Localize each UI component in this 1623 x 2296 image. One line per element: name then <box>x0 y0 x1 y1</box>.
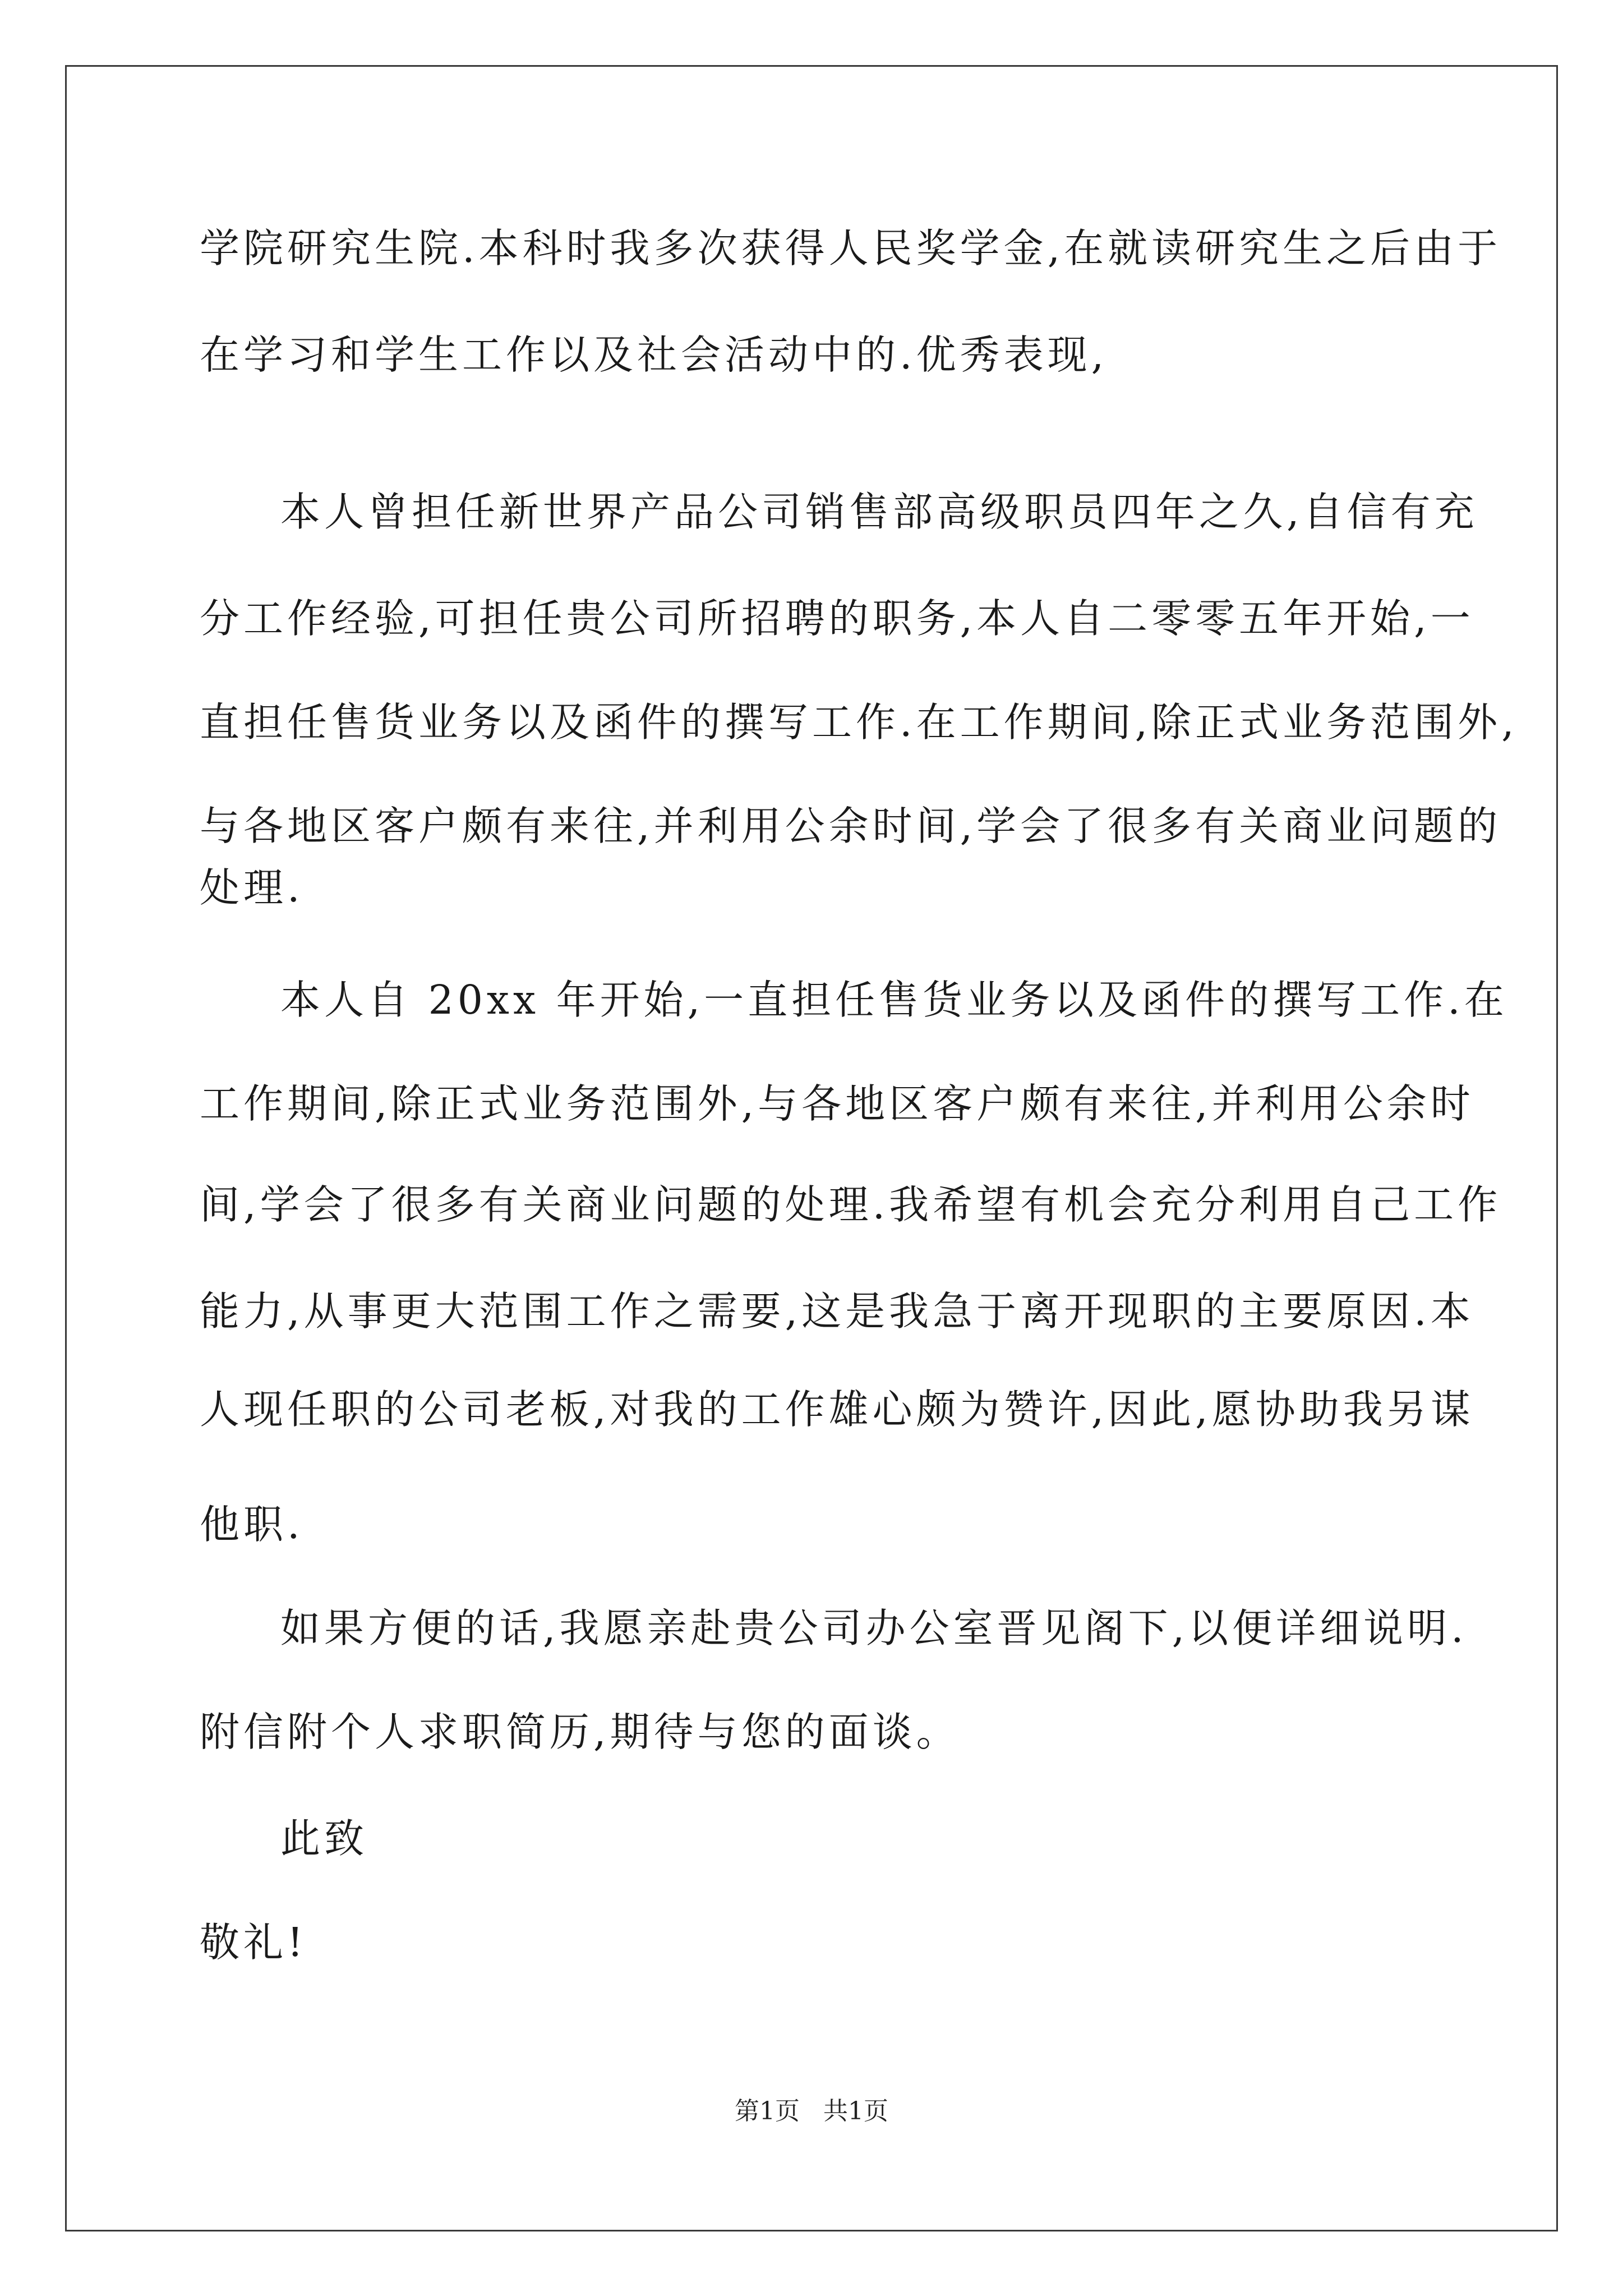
text-line-3: 本人曾担任新世界产品公司销售部高级职员四年之久,自信有充 <box>280 489 1478 535</box>
text-line-1: 学院研究生院.本科时我多次获得人民奖学金,在就读研究生之后由于 <box>200 225 1502 272</box>
text-line-2: 在学习和学生工作以及社会活动中的.优秀表现, <box>200 332 1108 378</box>
page-number-total: 共1页 <box>823 2097 888 2125</box>
closing-regards: 敬礼! <box>200 1919 307 1966</box>
text-line-8: 本人自 20xx 年开始,一直担任售货业务以及函件的撰写工作.在 <box>280 977 1508 1023</box>
text-line-12: 人现任职的公司老板,对我的工作雄心颇为赞许,因此,愿协助我另谋 <box>200 1386 1474 1433</box>
text-line-7: 处理. <box>200 864 304 911</box>
text-line-15: 附信附个人求职简历,期待与您的面谈。 <box>200 1709 960 1755</box>
text-line-4: 分工作经验,可担任贵公司所招聘的职务,本人自二零零五年开始,一 <box>200 595 1474 642</box>
text-line-6: 与各地区客户颇有来往,并利用公余时间,学会了很多有关商业问题的 <box>200 803 1502 849</box>
text-line-13: 他职. <box>200 1501 304 1548</box>
text-line-9: 工作期间,除正式业务范围外,与各地区客户颇有来往,并利用公余时 <box>200 1080 1474 1127</box>
page-number-current: 第1页 <box>735 2097 800 2125</box>
text-line-10: 间,学会了很多有关商业问题的处理.我希望有机会充分利用自己工作 <box>200 1181 1502 1228</box>
closing-salutation: 此致 <box>280 1815 368 1862</box>
text-line-14: 如果方便的话,我愿亲赴贵公司办公室晋见阁下,以便详细说明. <box>280 1605 1468 1651</box>
page-footer <box>0 2095 1623 2128</box>
text-line-5: 直担任售货业务以及函件的撰写工作.在工作期间,除正式业务范围外, <box>200 699 1518 746</box>
page-border <box>65 65 1558 2231</box>
text-line-11: 能力,从事更大范围工作之需要,这是我急于离开现职的主要原因.本 <box>200 1288 1474 1335</box>
